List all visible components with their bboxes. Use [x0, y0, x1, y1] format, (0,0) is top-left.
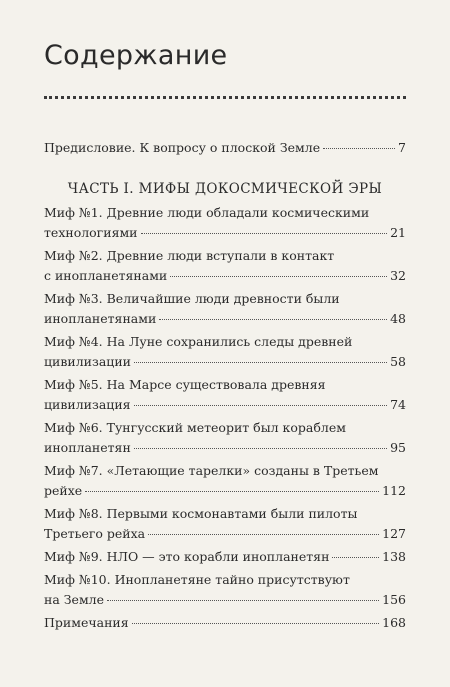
- toc-entry[interactable]: [44, 613, 406, 633]
- toc-entry-label: инопланетянами: [44, 311, 157, 326]
- dot-leader: [134, 362, 387, 363]
- page-title: Содержание: [44, 40, 228, 71]
- toc-entry-label: Предисловие. К вопросу о плоской Земле: [44, 140, 321, 155]
- toc-entry[interactable]: [44, 461, 406, 501]
- toc-entry-label: на Земле: [44, 592, 105, 607]
- toc-entry-label: Миф №8. Первыми космонавтами были пилоты: [44, 506, 358, 521]
- toc-page-number: 156: [382, 592, 406, 607]
- toc-entry-label: цивилизации: [44, 354, 131, 369]
- dot-leader: [107, 600, 379, 601]
- toc-entry[interactable]: [44, 570, 406, 610]
- toc-entry-label: Миф №6. Тунгусский метеорит был кораблем: [44, 420, 346, 435]
- toc-entry-label: Третьего рейха: [44, 526, 146, 541]
- toc-entry-label: Миф №2. Древние люди вступали в контакт: [44, 248, 335, 263]
- toc-page-number: 95: [390, 440, 406, 455]
- dot-leader: [323, 148, 395, 149]
- title-divider: [44, 96, 406, 99]
- toc-entry-label: рейхе: [44, 483, 83, 498]
- toc-page-number: 7: [398, 140, 406, 155]
- toc-entry-label: Примечания: [44, 615, 129, 630]
- dot-leader: [170, 276, 387, 277]
- toc-page-number: 48: [390, 311, 406, 326]
- toc-entry-label: Миф №3. Величайшие люди древности были: [44, 291, 340, 306]
- toc-entry-label: технологиями: [44, 225, 138, 240]
- toc-entry-preface[interactable]: [44, 138, 406, 158]
- toc-entry-label: Миф №1. Древние люди обладали космическими: [44, 205, 370, 220]
- toc-entry-label: с инопланетянами: [44, 268, 168, 283]
- toc-entry[interactable]: [44, 246, 406, 286]
- dot-leader: [134, 405, 388, 406]
- toc-entry[interactable]: [44, 547, 406, 567]
- toc-page-number: 74: [390, 397, 406, 412]
- toc-page-number: 58: [390, 354, 406, 369]
- toc-page-number: 168: [382, 615, 406, 630]
- toc-entries: [44, 203, 406, 633]
- toc-entry[interactable]: [44, 504, 406, 544]
- toc-entry[interactable]: [44, 332, 406, 372]
- toc-page-number: 138: [382, 549, 406, 564]
- toc-page-number: 127: [382, 526, 406, 541]
- dot-leader: [332, 557, 379, 558]
- dot-leader: [148, 534, 379, 535]
- toc-page-number: 112: [382, 483, 406, 498]
- toc-entry-label: инопланетян: [44, 440, 131, 455]
- dot-leader: [134, 448, 387, 449]
- dot-leader: [85, 491, 379, 492]
- toc-entry[interactable]: [44, 289, 406, 329]
- toc-entry[interactable]: [44, 203, 406, 243]
- toc-page-number: 21: [390, 225, 406, 240]
- toc-entry-label: Миф №7. «Летающие тарелки» созданы в Третьем: [44, 463, 379, 478]
- toc-entry-label: цивилизация: [44, 397, 131, 412]
- toc-entry-label: Миф №10. Инопланетяне тайно присутствуют: [44, 572, 350, 587]
- toc-entry-label: Миф №5. На Марсе существовала древняя: [44, 377, 326, 392]
- dot-leader: [141, 233, 388, 234]
- dot-leader: [159, 319, 387, 320]
- toc-entry[interactable]: [44, 375, 406, 415]
- part-heading: ЧАСТЬ I. МИФЫ ДОКОСМИЧЕСКОЙ ЭРЫ: [67, 181, 383, 197]
- toc-entry[interactable]: [44, 418, 406, 458]
- table-of-contents: [44, 138, 406, 633]
- toc-page-number: 32: [390, 268, 406, 283]
- toc-entry-label: Миф №9. НЛО — это корабли инопланетян: [44, 549, 330, 564]
- dot-leader: [132, 623, 380, 624]
- toc-entry-label: Миф №4. На Луне сохранились следы древней: [44, 334, 353, 349]
